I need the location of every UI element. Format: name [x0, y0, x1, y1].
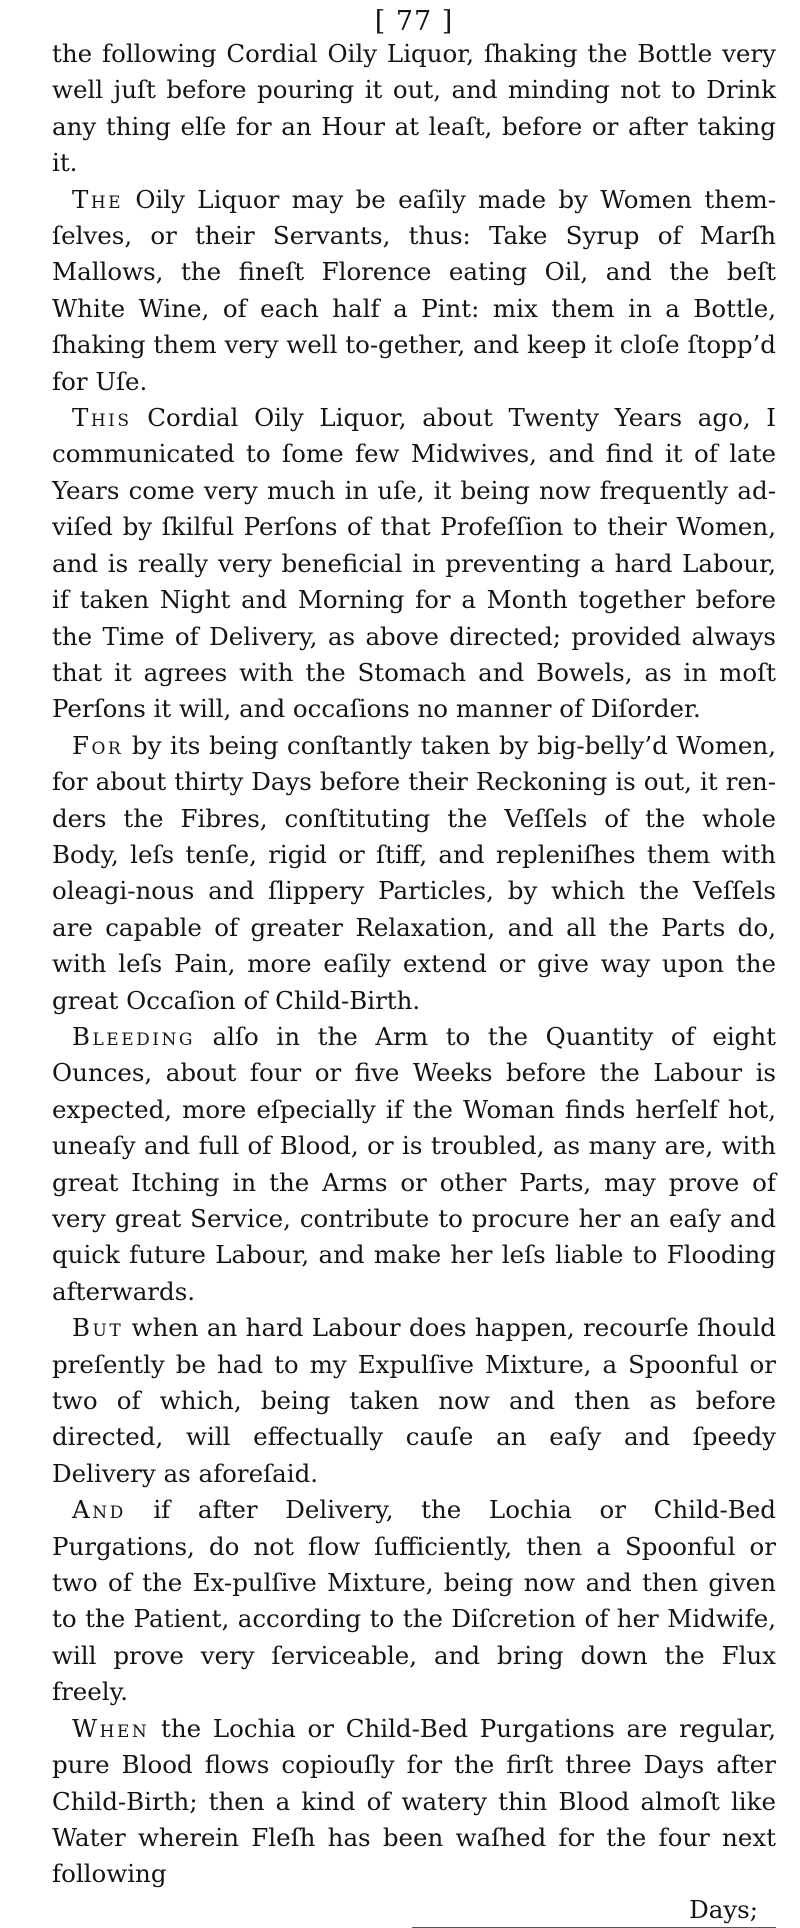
paragraph-text: Cordial Oily Liquor, about Twenty Years ago, I communicated to ſome few Midwives, and find it of late Years come very much in uſe, it being now frequently ad-viſed by ſkilful Perſons of that Profeſſion to their Women, and is really very beneficial in preventing a hard Labour, if taken Night and Morning for a Month together before the Time of Delivery, as above directed; provided always that it agrees with the Stomach and Bowels, as in moſt Perſons it will, and occaſions no manner of Diſorder.	[52, 403, 776, 724]
paragraph-text: the following Cordial Oily Liquor, ſhaking the Bottle very well juſt before pouring it out, and minding not to Drink any thing elſe for an Hour at leaſt, before or after taking it.	[52, 39, 776, 178]
paragraph-lead-word: The	[72, 184, 124, 214]
paragraph-mechanism	[52, 728, 776, 1019]
paragraph-text: when an hard Labour does happen, recourſe ſhould preſently be had to my Expulſive Mixture, a Spoonful or two of which, being taken now and then as before directed, will effectually cauſe an eaſy and ſpeedy Delivery as aforeſaid.	[52, 1313, 776, 1488]
paragraph-text: Oily Liquor may be eaſily made by Women them-ſelves, or their Servants, thus: Take Syrup of Marſh Mallows, the fineſt Florence eating Oil, and the beſt White Wine, of each half a Pint: mix them in a Bottle, ſhaking them very well to-gether, and keep it cloſe ſtopp’d for Uſe.	[52, 184, 776, 396]
paragraph-after-delivery	[52, 1492, 776, 1710]
paragraph-text: alſo in the Arm to the Quantity of eight Ounces, about four or five Weeks before the Labour is expected, more eſpecially if the Woman finds herſelf hot, uneaſy and full of Blood, or is troubled, as many are, with great Itching in the Arms or other Parts, may prove of very great Service, contribute to procure her an eaſy and quick future Labour, and make her leſs liable to Flooding afterwards.	[52, 1021, 776, 1306]
paragraph-lead-word: And	[72, 1495, 126, 1525]
paragraph-hard-labour	[52, 1310, 776, 1492]
paragraph-bleeding	[52, 1019, 776, 1310]
paragraph-lochia	[52, 1711, 776, 1893]
paragraph-lead-word: This	[72, 403, 132, 433]
paragraph-text: if after Delivery, the Lochia or Child-Bed Purgations, do not flow ſufficiently, then a Spoonful or two of the Ex-pulſive Mixture, being now and then given to the Patient, according to the Diſcretion of her Midwife, will prove very ſerviceable, and bring down the Flux freely.	[52, 1495, 776, 1707]
paragraph-continuation	[52, 36, 776, 182]
paragraph-cordial-history	[52, 400, 776, 728]
catchword: Days;	[412, 1893, 776, 1928]
page-body-text	[52, 36, 776, 1893]
paragraph-lead-word: When	[72, 1713, 150, 1743]
paragraph-lead-word: For	[72, 730, 124, 760]
paragraph-oily-liquor-recipe	[52, 182, 776, 400]
paragraph-text: by its being conſtantly taken by big-belly’d Women, for about thirty Days before their Reckoning is out, it ren-ders the Fibres, conſtituting the Veſſels of the whole Body, leſs tenſe, rigid or ſtiff, and repleniſhes them with oleagi-nous and ſlippery Particles, by which the Veſſels are capable of greater Relaxation, and all the Parts do, with leſs Pain, more eaſily extend or give way upon the great Occaſion of Child-Birth.	[52, 730, 776, 1015]
paragraph-lead-word: Bleeding	[72, 1021, 195, 1051]
paragraph-lead-word: But	[72, 1313, 124, 1343]
paragraph-text: the Lochia or Child-Bed Purgations are regular, pure Blood flows copiouſly for the firſt three Days after Child-Birth; then a kind of watery thin Blood almoſt like Water wherein Fleſh has been waſhed for the four next following	[52, 1713, 776, 1889]
page-number: [ 77 ]	[374, 6, 454, 37]
